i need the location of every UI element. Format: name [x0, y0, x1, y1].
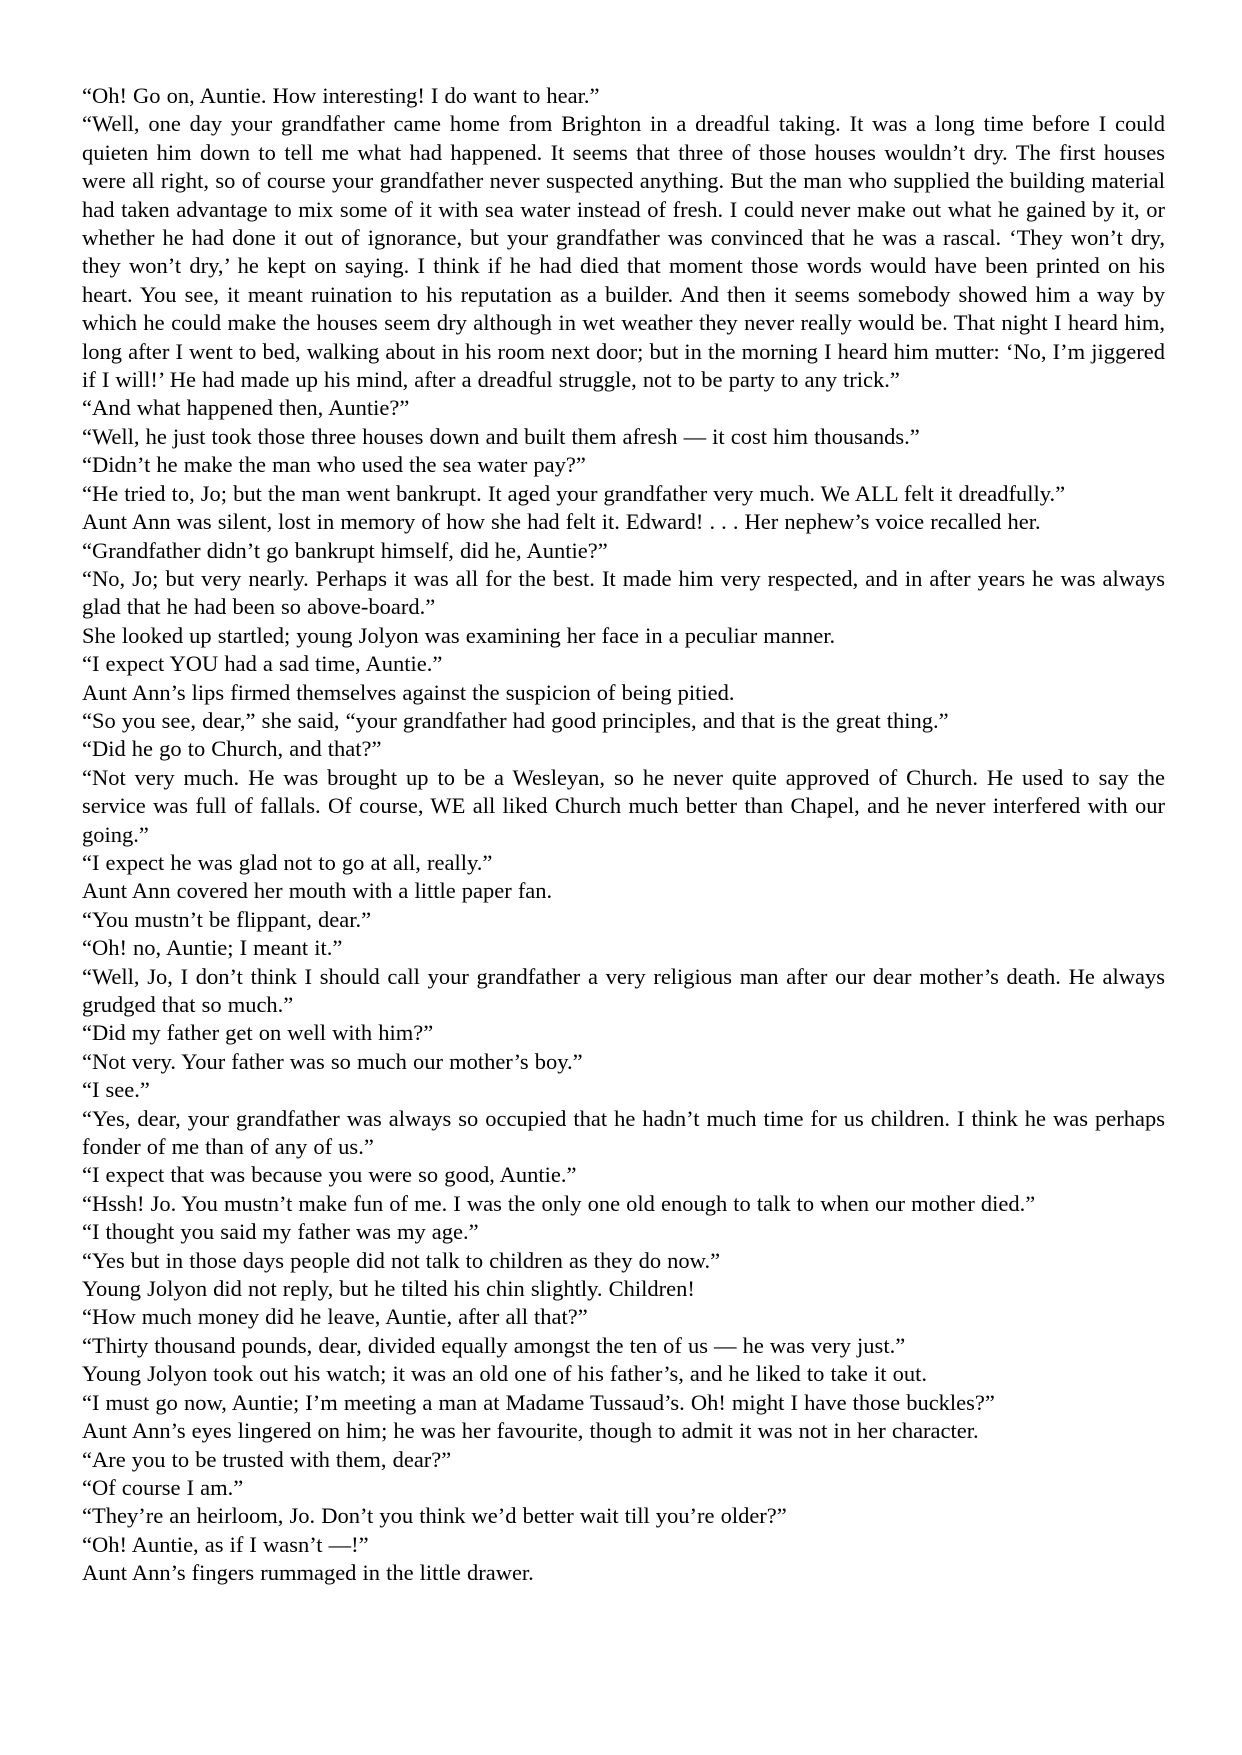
paragraph: Young Jolyon did not reply, but he tilted his chin slightly. Children!: [82, 1276, 695, 1302]
paragraph: “I must go now, Auntie; I’m meeting a man at Madame Tussaud’s. Oh! might I have those buckles?”: [82, 1389, 995, 1415]
paragraph: “Hssh! Jo. You mustn’t make fun of me. I was the only one old enough to talk to when our mother died.”: [82, 1190, 1036, 1216]
paragraph: “Did my father get on well with him?”: [82, 1020, 434, 1046]
paragraph: “Thirty thousand pounds, dear, divided equally amongst the ten of us — he was very just.”: [82, 1332, 906, 1358]
paragraph: Aunt Ann’s fingers rummaged in the little drawer.: [82, 1560, 534, 1586]
paragraph: Young Jolyon took out his watch; it was an old one of his father’s, and he liked to take it out.: [82, 1361, 927, 1387]
paragraph: She looked up startled; young Jolyon was examining her face in a peculiar manner.: [82, 622, 836, 648]
paragraph: “No, Jo; but very nearly. Perhaps it was all for the best. It made him very respected, and in after years he was always glad that he had been so above-board.”: [82, 565, 1165, 620]
paragraph: “Grandfather didn’t go bankrupt himself, did he, Auntie?”: [82, 537, 608, 563]
paragraph: “He tried to, Jo; but the man went bankrupt. It aged your grandfather very much. We ALL felt it dreadfully.”: [82, 480, 1066, 506]
paragraph: “Well, Jo, I don’t think I should call your grandfather a very religious man after our dear mother’s death. He always grudged that so much.”: [82, 963, 1165, 1017]
paragraph: Aunt Ann was silent, lost in memory of how she had felt it. Edward! . . . Her nephew’s voice recalled her.: [82, 509, 1041, 535]
paragraph: “Oh! Auntie, as if I wasn’t —!”: [82, 1531, 369, 1557]
paragraph: “You mustn’t be flippant, dear.”: [82, 906, 372, 932]
paragraph: “Well, one day your grandfather came home from Brighton in a dreadful taking. It was a long time before I could quieten him down to tell me what had happened. It seems that three of those houses wouldn’t dry. The first houses were all right, so of course your grandfather never suspected anything. But the man who supplied the building material had taken advantage to mix some of it with sea water instead of fresh. I could never make out what he gained by it, or whether he had done it out of ignorance, but your grandfather was convinced that he was a rascal. ‘They won’t dry, they won’t dry,’ he kept on saying. I think if he had died that moment those words would have been printed on his heart. You see, it meant ruination to his reputation as a builder. And then it seems somebody showed him a way by which he could make the houses seem dry although in wet weather they never really would be. That night I heard him, long after I went to bed, walking about in his room next door; but in the morning I heard him mutter: ‘No, I’m jiggered if I will!’ He had made up his mind, after a dreadful struggle, not to be party to any trick.”: [82, 111, 1165, 393]
paragraph: “They’re an heirloom, Jo. Don’t you think we’d better wait till you’re older?”: [82, 1503, 787, 1529]
paragraph: “I see.”: [82, 1077, 150, 1103]
paragraph: “Yes but in those days people did not talk to children as they do now.”: [82, 1247, 721, 1273]
paragraph: “I expect that was because you were so good, Auntie.”: [82, 1162, 577, 1188]
paragraph: “Did he go to Church, and that?”: [82, 736, 382, 762]
paragraph: “Yes, dear, your grandfather was always so occupied that he hadn’t much time for us children. I think he was perhaps fonder of me than of any of us.”: [82, 1105, 1165, 1160]
paragraph: “Of course I am.”: [82, 1474, 244, 1500]
paragraph: “Not very. Your father was so much our mother’s boy.”: [82, 1048, 583, 1074]
paragraph: “So you see, dear,” she said, “your grandfather had good principles, and that is the great thing.”: [82, 707, 949, 733]
paragraph: “Oh! no, Auntie; I meant it.”: [82, 935, 343, 961]
paragraph: “I thought you said my father was my age.”: [82, 1219, 479, 1245]
paragraph: “Are you to be trusted with them, dear?”: [82, 1446, 452, 1472]
paragraph: “Not very much. He was brought up to be a Wesleyan, so he never quite approved of Church. He used to say the service was full of fallals. Of course, WE all liked Church much better than Chapel, and he never interfered with our going.”: [82, 764, 1165, 847]
paragraph: “And what happened then, Auntie?”: [82, 395, 410, 421]
paragraph: Aunt Ann’s eyes lingered on him; he was her favourite, though to admit it was not in her character.: [82, 1418, 979, 1444]
paragraph: “I expect he was glad not to go at all, really.”: [82, 849, 493, 875]
page-text: [82, 82, 1165, 1588]
paragraph: “I expect YOU had a sad time, Auntie.”: [82, 651, 443, 677]
paragraph: “Oh! Go on, Auntie. How interesting! I do want to hear.”: [82, 83, 600, 108]
paragraph: “Well, he just took those three houses down and built them afresh — it cost him thousands.”: [82, 423, 920, 449]
paragraph: “Didn’t he make the man who used the sea water pay?”: [82, 452, 586, 478]
paragraph: Aunt Ann covered her mouth with a little paper fan.: [82, 878, 553, 904]
paragraph: Aunt Ann’s lips firmed themselves against the suspicion of being pitied.: [82, 679, 735, 705]
paragraph: “How much money did he leave, Auntie, after all that?”: [82, 1304, 588, 1330]
